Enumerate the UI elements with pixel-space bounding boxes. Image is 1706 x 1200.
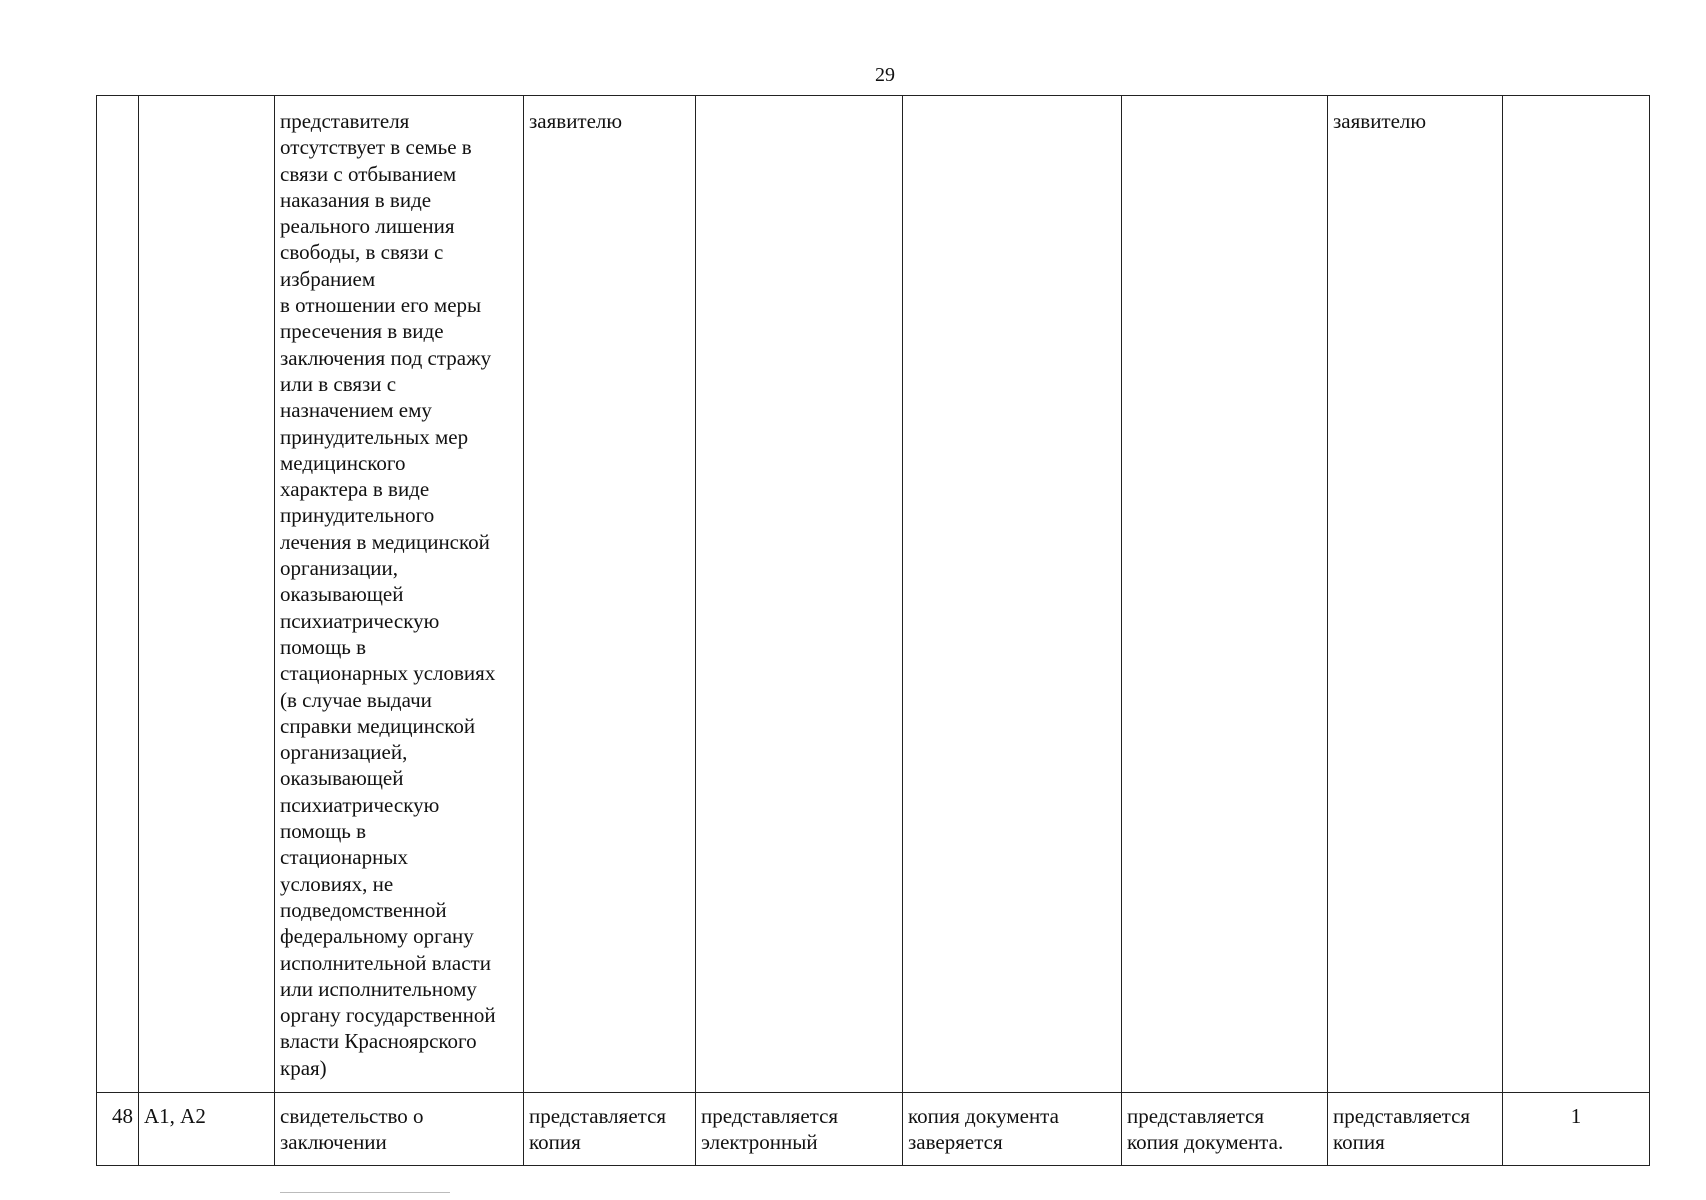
table-cell: [1503, 96, 1650, 1093]
table-row: [97, 96, 1650, 1093]
row-number-cell: [97, 96, 139, 1093]
table-cell: представляется копия: [1328, 1093, 1503, 1166]
table-cell: заявителю: [1328, 96, 1503, 1093]
document-table: [96, 95, 1650, 1166]
table-cell: [1122, 96, 1328, 1093]
table-cell: представляется копия: [524, 1093, 696, 1166]
page-number: 29: [875, 64, 895, 86]
document-name-cell: свидетельство о заключении: [275, 1093, 524, 1166]
table-cell: [903, 96, 1122, 1093]
table-cell: копия документа заверяется: [903, 1093, 1122, 1166]
table-cell: 1: [1503, 1093, 1650, 1166]
scan-speck: [280, 1192, 450, 1193]
category-cell: [139, 96, 275, 1093]
table-cell: заявителю: [524, 96, 696, 1093]
table-row: [97, 1093, 1650, 1166]
row-number-cell: 48: [97, 1093, 139, 1166]
table-cell: представляется копия документа.: [1122, 1093, 1328, 1166]
table-cell: представляется электронный: [696, 1093, 903, 1166]
table-cell: [696, 96, 903, 1093]
category-cell: А1, А2: [139, 1093, 275, 1166]
document-name-cell: представителя отсутствует в семье в связи с отбыванием наказания в виде реального лишения свободы, в связи с избранием в отношении его меры пресечения в виде заключения под стражу или в связи с назначением ему принудительных мер медицинского характера в виде принудительного лечения в медицинской организации, оказывающей психиатрическую помощь в стационарных условиях (в случае выдачи справки медицинской организацией, оказывающей психиатрическую помощь в стационарных условиях, не подведомственной федеральному органу исполнительной власти или исполнительному органу государственной власти Красноярского края): [275, 96, 524, 1093]
